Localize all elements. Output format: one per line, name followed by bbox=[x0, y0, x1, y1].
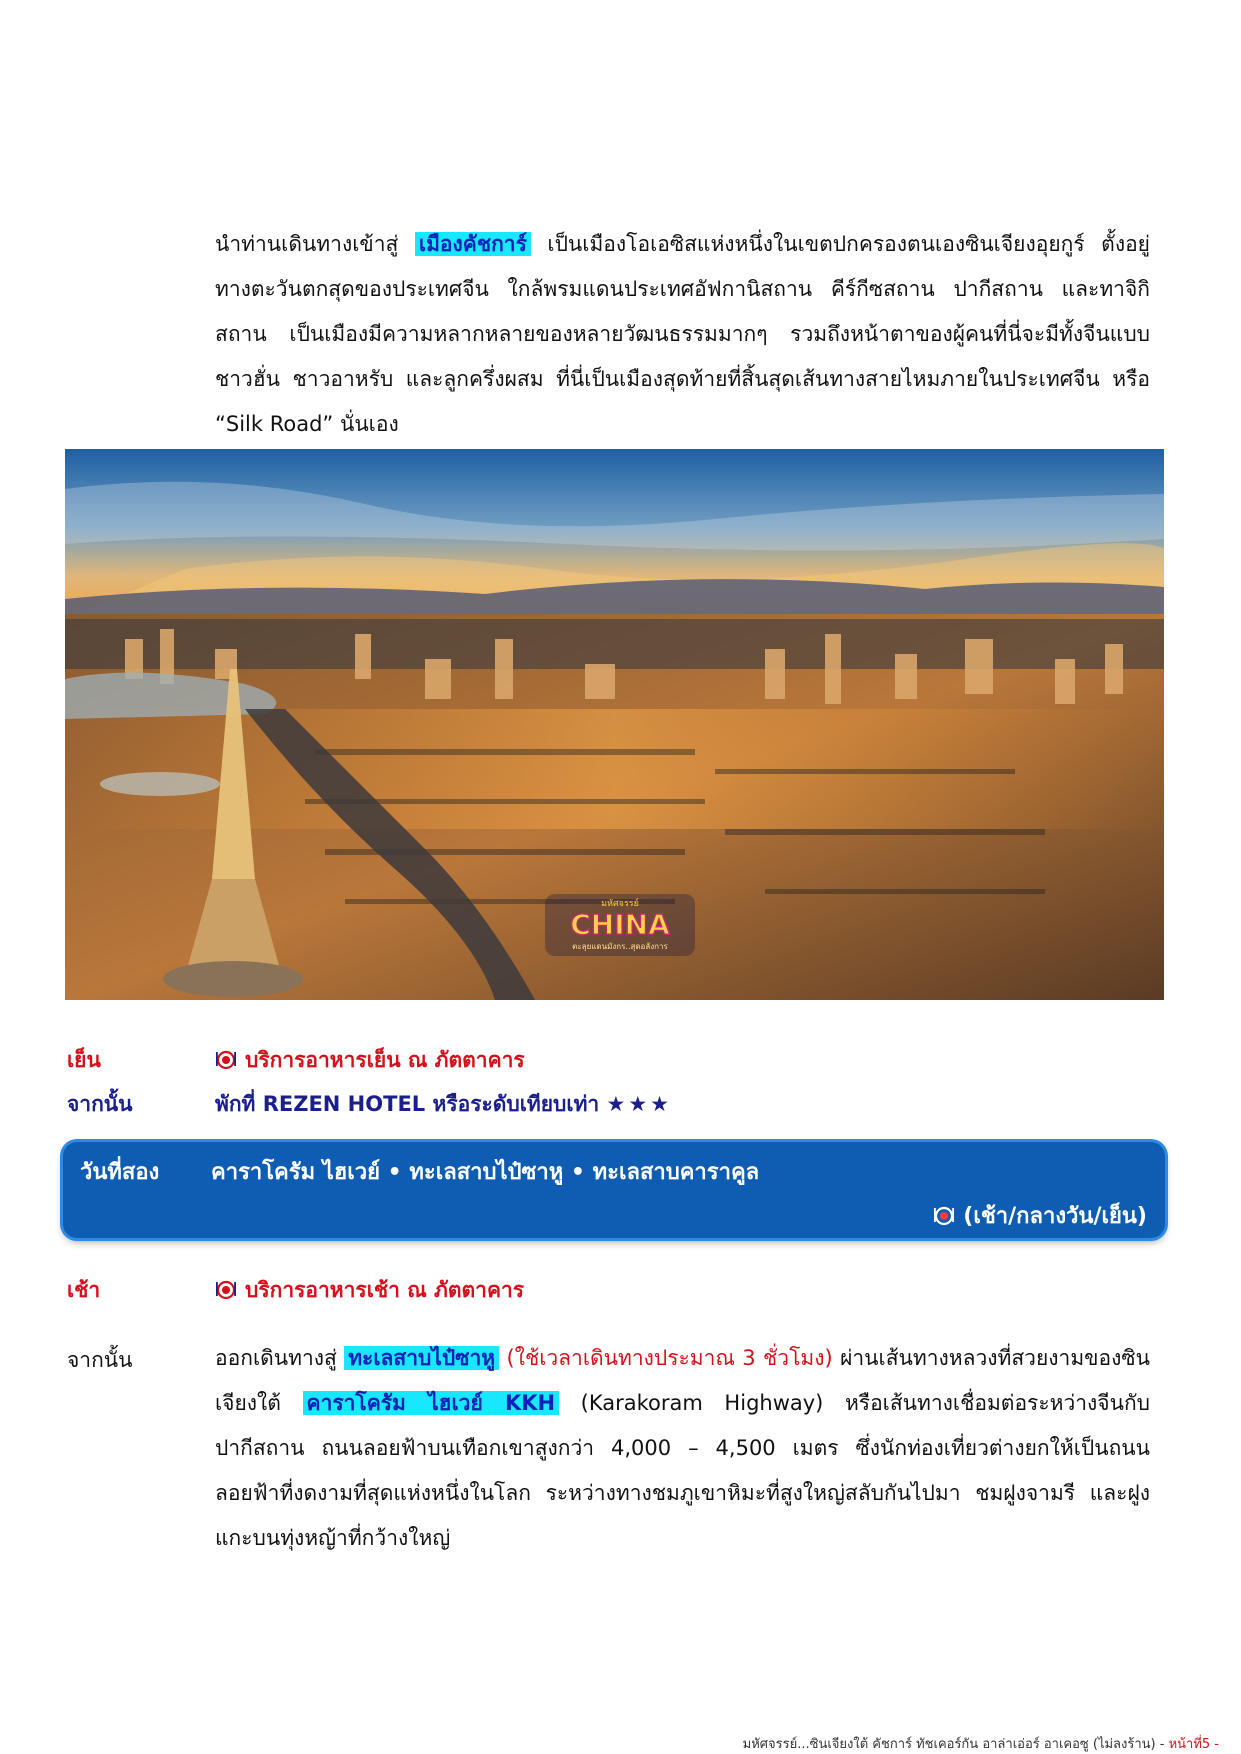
dinner-info bbox=[215, 1044, 525, 1077]
day-route: คาราโครัม ไฮเวย์ • ทะเลสาบไป๋ซาหู • ทะเลสาบคาราคูล bbox=[211, 1160, 760, 1185]
then-label: จากนั้น bbox=[67, 1348, 133, 1372]
day-meals-text: (เช้า/กลางวัน/เย็น) bbox=[963, 1204, 1147, 1229]
hotel-stars: ★★★ bbox=[606, 1092, 673, 1116]
then-text-4: (Karakoram Highway) หรือเส้นทางเชื่อมต่อระหว่างจีนกับปากีสถาน ถนนลอยฟ้าบนเทือกเขาสูงกว่า 4,000 – 4,500 เมตร ซึ่งนักท่องเที่ยวต่างยกให้เป็นถนนลอยฟ้าที่งดงามที่สุดแห่งหนึ่งในโลก ระหว่างทางชมภูเขาหิมะที่สูงใหญ่สลับกันไปมา ชมฝูงจามรี และฝูงแกะบนทุ่งหญ้าที่กว้างใหญ่ bbox=[215, 1391, 1150, 1550]
meal-plate-icon bbox=[933, 1204, 955, 1226]
day-meals bbox=[933, 1198, 1147, 1233]
then-text-3: ผ่านเส้นทางหลวงที่สวยงามของซินเจียงใต้ bbox=[215, 1346, 1150, 1415]
dinner-text: บริการอาหารเย็น ณ ภัตตาคาร bbox=[245, 1048, 525, 1072]
china-tour-logo bbox=[545, 894, 695, 956]
then-text-1: ออกเดินทางสู่ bbox=[215, 1346, 345, 1370]
day-label: วันที่สอง bbox=[80, 1160, 160, 1185]
karakoram-highlight: คาราโครัม ไฮเวย์ KKH bbox=[303, 1391, 560, 1415]
breakfast-text: บริการอาหารเช้า ณ ภัตตาคาร bbox=[245, 1278, 525, 1302]
then-text-2 bbox=[499, 1346, 506, 1370]
breakfast-label: เช้า bbox=[67, 1278, 101, 1302]
footer-text: มหัศจรรย์...ซินเจียงใต้ คัชการ์ ทัชเคอร์กัน อาล่าเอ่อร์ อาเคอซู (ไม่ลงร้าน) - bbox=[742, 1737, 1169, 1752]
day-two-banner bbox=[63, 1142, 1165, 1238]
dinner-label: เย็น bbox=[67, 1048, 101, 1072]
hotel-text: พักที่ REZEN HOTEL หรือระดับเทียบเท่า bbox=[215, 1092, 600, 1116]
meal-plate-icon bbox=[215, 1278, 237, 1300]
hotel-label: จากนั้น bbox=[67, 1092, 133, 1116]
breakfast-info bbox=[215, 1274, 524, 1307]
kashgar-highlight: เมืองคัชการ์ bbox=[415, 232, 531, 256]
kashgar-aerial-photo bbox=[65, 449, 1164, 1000]
intro-text-1: นำท่านเดินทางเข้าสู่ bbox=[215, 232, 415, 256]
intro-text-2: เป็นเมืองโอเอซิสแห่งหนึ่งในเขตปกครองตนเองซินเจียงอุยกูร์ ตั้งอยู่ทางตะวันตกสุดของประเทศจีน ใกล้พรมแดนประเทศอัฟกานิสถาน คีร์กีซสถาน ปากีสถาน และทาจิกิสถาน เป็นเมืองมีความหลากหลายของหลายวัฒนธรรมมากๆ รวมถึงหน้าตาของผู้คนที่นี่จะมีทั้งจีนแบบชาวฮั่น ชาวอาหรับ และลูกครึ่งผสม ที่นี่เป็นเมืองสุดท้ายที่สิ้นสุดเส้นทางสายไหมภายในประเทศจีน หรือ “Silk Road” นั่นเอง bbox=[215, 232, 1150, 436]
logo-small-bottom: ตะลุยแดนมังกร..สุดอลังการ bbox=[572, 942, 668, 951]
hotel-info bbox=[215, 1088, 672, 1121]
kashgar-city-image bbox=[65, 449, 1164, 1000]
page-number: หน้าที่5 - bbox=[1168, 1737, 1219, 1752]
meal-plate-icon bbox=[215, 1048, 237, 1070]
logo-small-top: มหัศจรรย์ bbox=[601, 899, 639, 909]
travel-time-note: (ใช้เวลาเดินทางประมาณ 3 ชั่วโมง) bbox=[506, 1346, 833, 1370]
page-footer bbox=[743, 1733, 1219, 1754]
baisha-lake-highlight: ทะเลสาบไป๋ซาหู bbox=[344, 1346, 499, 1370]
intro-paragraph bbox=[215, 222, 1150, 447]
logo-main-text: CHINA bbox=[570, 908, 670, 941]
then-paragraph bbox=[215, 1336, 1150, 1561]
